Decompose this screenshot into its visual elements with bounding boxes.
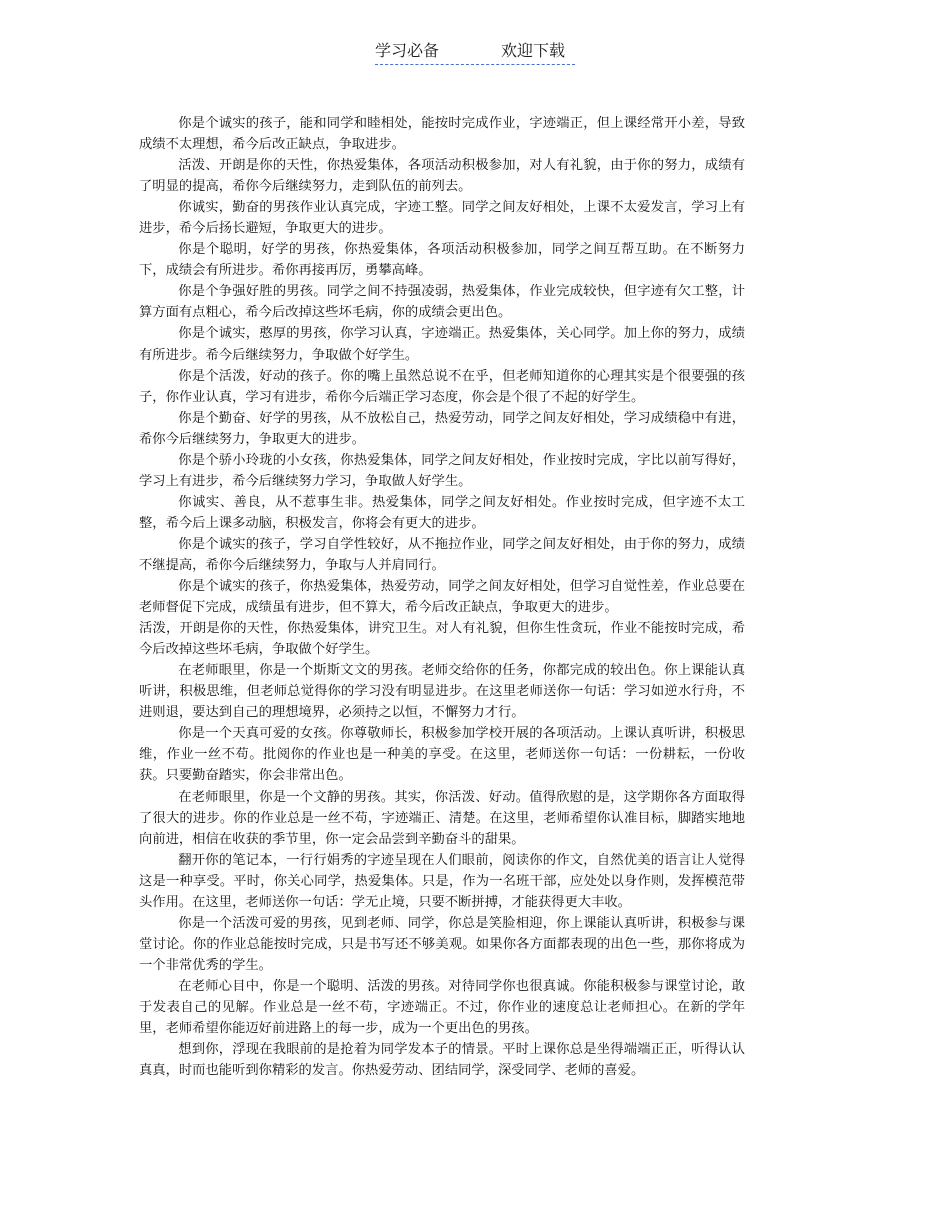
comment-paragraph: 想到你，浮现在我眼前的是抢着为同学发本子的情景。平时上课你总是坐得端端正正，听得认认真真，时而也能听到你精彩的发言。你热爱劳动、团结同学，深受同学、老师的喜爱。 — [139, 1042, 745, 1079]
document-body — [139, 113, 745, 1081]
comment-paragraph: 你是个争强好胜的男孩。同学之间不持强凌弱，热爱集体，作业完成较快，但字迹有欠工整，计算方面有点粗心，希今后改掉这些坏毛病，你的成绩会更出色。 — [139, 284, 745, 321]
header-right-text: 欢迎下载 — [501, 41, 566, 60]
comment-paragraph: 你是个诚实的孩子，你热爱集体，热爱劳动，同学之间友好相处，但学习自觉性差，作业总要在老师督促下完成，成绩虽有进步，但不算大，希今后改正缺点，争取更大的进步。 — [139, 579, 745, 616]
comment-paragraph: 你是个聪明，好学的男孩，你热爱集体，各项活动积极参加，同学之间互帮互助。在不断努力下，成绩会有所进步。希你再接再厉，勇攀高峰。 — [139, 242, 745, 279]
page-header — [375, 40, 575, 65]
comment-paragraph: 活泼，开朗是你的天性，你热爱集体，讲究卫生。对人有礼貌，但你生性贪玩，作业不能按时完成，希今后改掉这些坏毛病，争取做个好学生。 — [139, 621, 745, 658]
comment-paragraph: 你诚实，勤奋的男孩作业认真完成，字迹工整。同学之间友好相处，上课不太爱发言，学习上有进步，希今后扬长避短，争取更大的进步。 — [139, 200, 745, 237]
comment-paragraph: 你是个诚实的孩子，能和同学和睦相处，能按时完成作业，字迹端正，但上课经常开小差，导致成绩不太理想，希今后改正缺点，争取进步。 — [139, 116, 745, 153]
comment-paragraph: 你是个骄小玲珑的小女孩，你热爱集体，同学之间友好相处，作业按时完成，字比以前写得好，学习上有进步，希今后继续努力学习，争取做人好学生。 — [139, 452, 745, 489]
comment-paragraph: 你是个活泼，好动的孩子。你的嘴上虽然总说不在乎，但老师知道你的心理其实是个很要强的孩子，你作业认真，学习有进步，希你今后端正学习态度，你会是个很了不起的好学生。 — [139, 368, 745, 405]
comment-paragraph: 活泼、开朗是你的天性，你热爱集体，各项活动积极参加，对人有礼貌，由于你的努力，成绩有了明显的提高，希你今后继续努力，走到队伍的前列去。 — [139, 158, 745, 195]
comment-paragraph: 在老师眼里，你是一个斯斯文文的男孩。老师交给你的任务，你都完成的较出色。你上课能认真听讲，积极思维，但老师总觉得你的学习没有明显进步。在这里老师送你一句话：学习如逆水行舟，不进则退，要达到自己的理想境界，必须持之以恒，不懈努力才行。 — [139, 663, 745, 721]
comment-paragraph: 你是个诚实，憨厚的男孩，你学习认真，字迹端正。热爱集体，关心同学。加上你的努力，成绩有所进步。希今后继续努力，争取做个好学生。 — [139, 326, 745, 363]
comment-paragraph: 你是个诚实的孩子，学习自学性较好，从不拖拉作业，同学之间友好相处，由于你的努力，成绩不继提高，希你今后继续努力，争取与人并肩同行。 — [139, 536, 745, 573]
comment-paragraph: 你是个勤奋、好学的男孩，从不放松自己，热爱劳动，同学之间友好相处，学习成绩稳中有进，希你今后继续努力，争取更大的进步。 — [139, 410, 745, 447]
comment-paragraph: 你诚实、善良，从不惹事生非。热爱集体，同学之间友好相处。作业按时完成，但字迹不太工整，希今后上课多动脑，积极发言，你将会有更大的进步。 — [139, 494, 745, 531]
comment-paragraph: 翻开你的笔记本，一行行娟秀的字迹呈现在人们眼前，阅读你的作文，自然优美的语言让人觉得这是一种享受。平时，你关心同学，热爱集体。只是，作为一名班干部，应处处以身作则，发挥模范带头作用。在这里，老师送你一句话：学无止境，只要不断拼搏，才能获得更大丰收。 — [139, 852, 745, 910]
comment-paragraph: 你是一个天真可爱的女孩。你尊敬师长，积极参加学校开展的各项活动。上课认真听讲，积极思维，作业一丝不苟。批阅你的作业也是一种美的享受。在这里，老师送你一句话：一份耕耘，一份收获。只要勤奋踏实，你会非常出色。 — [139, 726, 745, 784]
header-left-text: 学习必备 — [375, 41, 440, 60]
comment-paragraph: 在老师眼里，你是一个文静的男孩。其实，你活泼、好动。值得欣慰的是，这学期你各方面取得了很大的进步。你的作业总是一丝不苟，字迹端正、清楚。在这里，老师希望你认准目标，脚踏实地地向前进，相信在收获的季节里，你一定会品尝到辛勤奋斗的甜果。 — [139, 789, 745, 847]
comment-paragraph: 你是一个活泼可爱的男孩，见到老师、同学，你总是笑脸相迎，你上课能认真听讲，积极参与课堂讨论。你的作业总能按时完成，只是书写还不够美观。如果你各方面都表现的出色一些，那你将成为一个非常优秀的学生。 — [139, 915, 745, 973]
comment-paragraph: 在老师心目中，你是一个聪明、活泼的男孩。对待同学你也很真诚。你能积极参与课堂讨论，敢于发表自己的见解。作业总是一丝不苟，字迹端正。不过，你作业的速度总让老师担心。在新的学年里，老师希望你能迈好前进路上的每一步，成为一个更出色的男孩。 — [139, 978, 745, 1037]
